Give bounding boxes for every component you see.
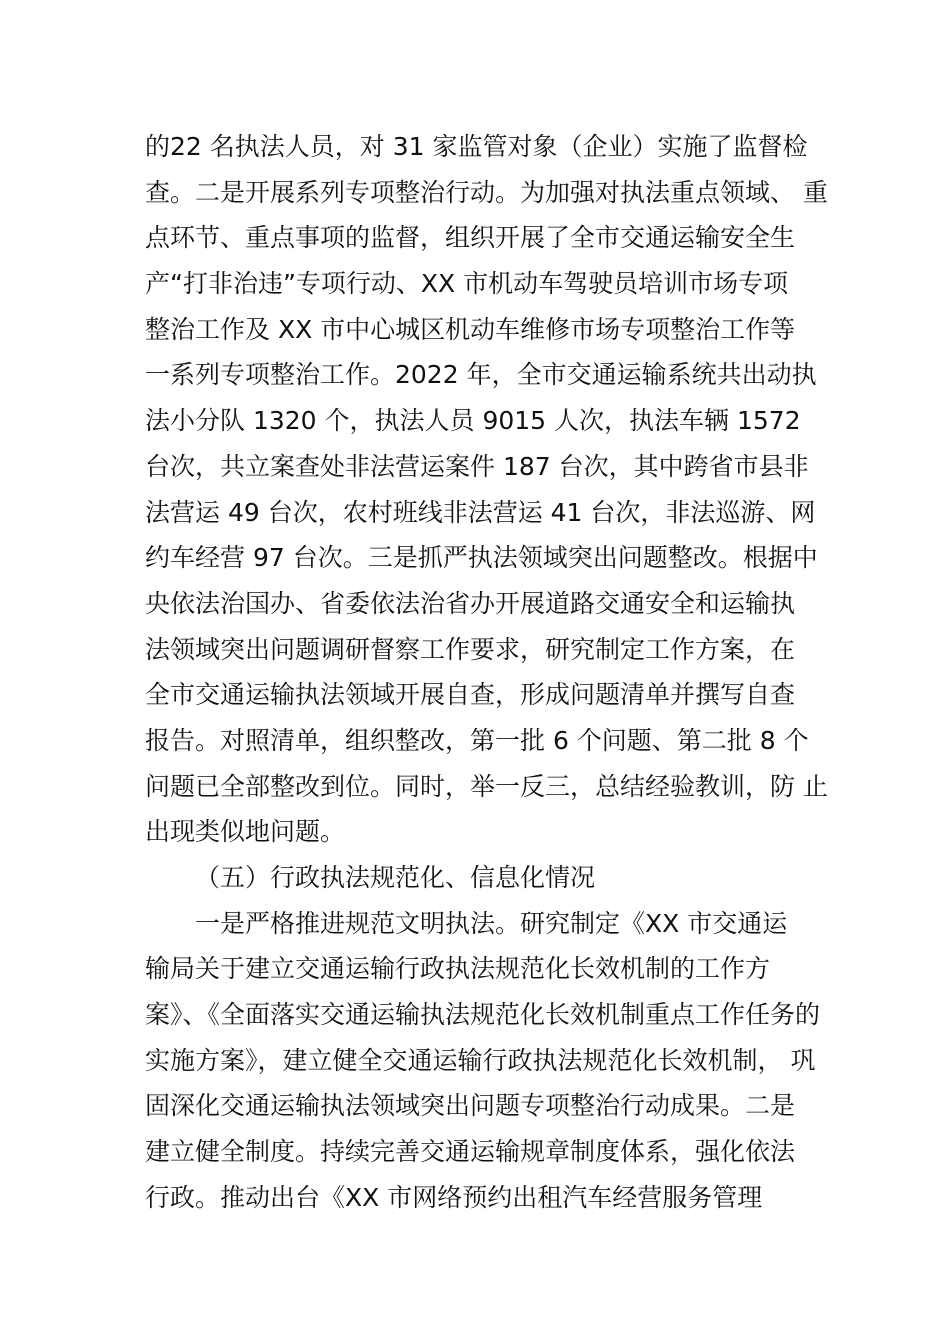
text-line: 输局关于建立交通运输行政执法规范化长效机制的工作方 xyxy=(145,954,771,984)
body-text xyxy=(0,124,950,1221)
paragraph-start-line: 一是严格推进规范文明执法。研究制定《XX 市交通运 xyxy=(195,908,788,938)
text-line: 问题已全部整改到位。同时，举一反三，总结经验教训，防 止 xyxy=(145,771,828,801)
text-line: 案》、《全面落实交通运输执法规范化长效机制重点工作任务的 xyxy=(145,1000,821,1030)
text-line: 央依法治国办、省委依法治省办开展道路交通安全和运输执 xyxy=(145,588,796,618)
text-line: 的22 名执法人员，对 31 家监管对象（企业）实施了监督检 xyxy=(145,132,808,161)
text-line: 报告。对照清单，组织整改，第一批 6 个问题、第二批 8 个 xyxy=(145,725,809,755)
text-line: 台次，共立案查处非法营运案件 187 台次，其中跨省市县非 xyxy=(145,451,809,481)
text-line: 产“打非治违”专项行动、XX 市机动车驾驶员培训市场专项 xyxy=(145,269,789,299)
text-line: 点环节、重点事项的监督，组织开展了全市交通运输安全生 xyxy=(145,223,796,253)
text-line: 出现类似地问题。 xyxy=(145,817,346,847)
paragraph-start-line: （五）行政执法规范化、信息化情况 xyxy=(195,863,596,892)
text-line: 行政。推动出台《XX 市网络预约出租汽车经营服务管理 xyxy=(145,1182,763,1212)
text-line: 整治工作及 XX 市中心城区机动车维修市场专项整治工作等 xyxy=(145,314,796,344)
text-line: 一系列专项整治工作。2022 年，全市交通运输系统共出动执 xyxy=(145,360,817,390)
text-line: 法领域突出问题调研督察工作要求，研究制定工作方案，在 xyxy=(145,634,796,664)
text-line: 建立健全制度。持续完善交通运输规章制度体系，强化依法 xyxy=(145,1137,796,1167)
text-line: 约车经营 97 台次。三是抓严执法领域突出问题整改。根据中 xyxy=(145,543,818,573)
text-line: 法营运 49 台次，农村班线非法营运 41 台次，非法巡游、网 xyxy=(145,497,816,527)
text-line: 实施方案》，建立健全交通运输行政执法规范化长效机制， 巩 xyxy=(145,1045,816,1075)
text-line: 固深化交通运输执法领域突出问题专项整治行动成果。二是 xyxy=(145,1091,796,1121)
text-line: 查。二是开展系列专项整治行动。为加强对执法重点领域、 重 xyxy=(145,177,828,207)
text-line: 法小分队 1320 个，执法人员 9015 人次，执法车辆 1572 xyxy=(145,406,801,436)
text-line: 全市交通运输执法领域开展自查，形成问题清单并撰写自查 xyxy=(145,680,796,710)
